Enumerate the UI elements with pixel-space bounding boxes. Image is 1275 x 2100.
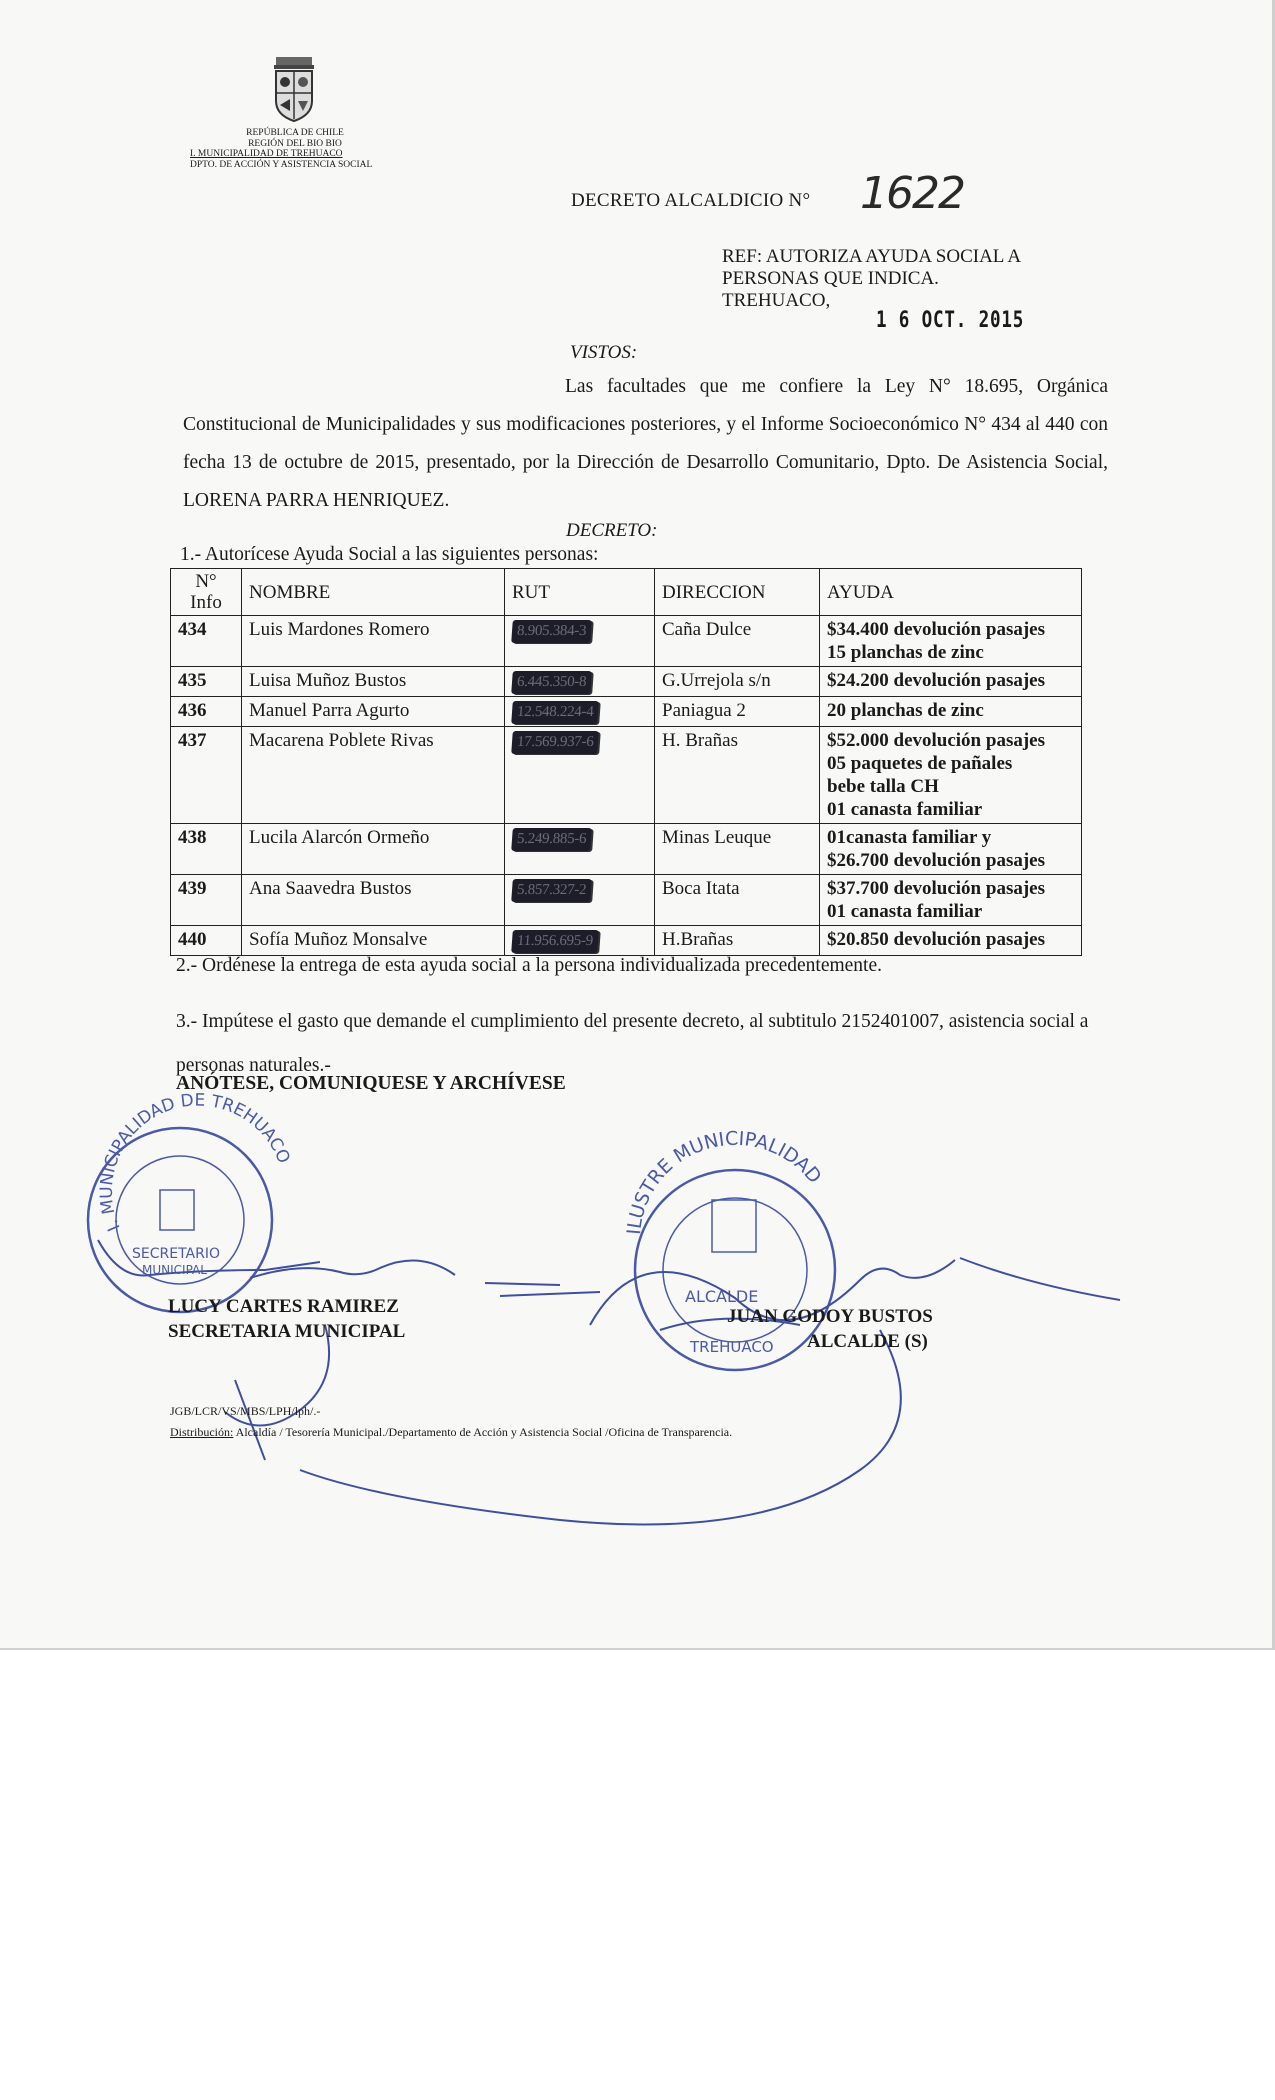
letterhead bbox=[190, 128, 400, 170]
cell-name: Luisa Muñoz Bustos bbox=[242, 667, 505, 697]
closing-statement: ANÓTESE, COMUNIQUESE Y ARCHÍVESE bbox=[176, 1073, 566, 1094]
cell-info-number: 435 bbox=[171, 667, 242, 697]
decree-item-3: 3.- Impútese el gasto que demande el cumplimiento del presente decreto, al subtitulo 2152401007, asistencia social a personas naturales.- bbox=[176, 1011, 1089, 1076]
decree-item-1: 1.- Autorícese Ayuda Social a las siguientes personas: bbox=[180, 544, 599, 565]
seal-right-line-2: TREHUACO bbox=[690, 1338, 774, 1356]
initials-line: JGB/LCR/VS/MBS/LPH/lph/.- bbox=[170, 1404, 321, 1418]
cell-info-number: 437 bbox=[171, 727, 242, 824]
secretary-title: SECRETARIA MUNICIPAL bbox=[168, 1321, 406, 1342]
letterhead-region: REGIÓN DEL BIO BIO bbox=[248, 138, 342, 149]
decree-number-handwritten: 1622 bbox=[860, 168, 964, 219]
decree-item-2: 2.- Ordénese la entrega de esta ayuda social a la persona individualizada precedentemente. bbox=[176, 955, 882, 976]
seal-left-line-1: SECRETARIO bbox=[132, 1246, 220, 1262]
date-stamp: 1 6 OCT. 2015 bbox=[876, 308, 1025, 333]
distribution-label: Distribución: bbox=[170, 1425, 234, 1439]
reference-block bbox=[722, 246, 1142, 312]
letterhead-country: REPÚBLICA DE CHILE bbox=[246, 128, 344, 138]
table-row bbox=[171, 926, 1082, 956]
seal-left-line-2: MUNICIPAL bbox=[142, 1263, 207, 1277]
cell-address: Caña Dulce bbox=[655, 616, 820, 667]
header-aid: AYUDA bbox=[820, 569, 1082, 616]
aid-line: $20.850 devolución pasajes bbox=[827, 929, 1045, 950]
cell-name: Manuel Parra Agurto bbox=[242, 697, 505, 727]
letterhead-department: DPTO. DE ACCIÓN Y ASISTENCIA SOCIAL bbox=[190, 159, 373, 170]
table-row bbox=[171, 875, 1082, 926]
header-name: NOMBRE bbox=[242, 569, 505, 616]
coat-of-arms-icon bbox=[270, 55, 318, 125]
redacted-rut: 6.445.350-8 bbox=[511, 671, 592, 694]
cell-info-number: 436 bbox=[171, 697, 242, 727]
mayor-name: JUAN GODOY BUSTOS bbox=[727, 1306, 933, 1327]
cell-info-number: 439 bbox=[171, 875, 242, 926]
cell-address: H. Brañas bbox=[655, 727, 820, 824]
aid-line: $24.200 devolución pasajes bbox=[827, 670, 1045, 691]
cell-rut bbox=[505, 667, 655, 697]
scan-bottom-edge bbox=[0, 1648, 1275, 1650]
cell-name: Lucila Alarcón Ormeño bbox=[242, 824, 505, 875]
mayor-title: ALCALDE (S) bbox=[807, 1331, 928, 1352]
cell-rut bbox=[505, 824, 655, 875]
redacted-rut: 5.857.327-2 bbox=[511, 879, 592, 902]
decreto-heading: DECRETO: bbox=[566, 520, 658, 541]
redacted-rut: 11.956.695-9 bbox=[511, 930, 598, 953]
reference-line-2: PERSONAS QUE INDICA. bbox=[722, 268, 939, 289]
cell-aid bbox=[820, 697, 1082, 727]
cell-rut bbox=[505, 926, 655, 956]
distribution-text: Alcaldía / Tesorería Municipal./Departamento de Acción y Asistencia Social /Oficina de Transparencia. bbox=[233, 1425, 733, 1439]
seal-left-ring: I. MUNICIPALIDAD DE TREHUACO bbox=[96, 1090, 294, 1235]
table-row bbox=[171, 727, 1082, 824]
secretary-name: LUCY CARTES RAMIREZ bbox=[168, 1296, 399, 1317]
table-row bbox=[171, 824, 1082, 875]
cell-rut bbox=[505, 875, 655, 926]
table-row bbox=[171, 697, 1082, 727]
vistos-heading: VISTOS: bbox=[570, 342, 638, 363]
redacted-rut: 8.905.384-3 bbox=[511, 620, 592, 643]
table-header-row bbox=[171, 569, 1082, 616]
aid-line: $34.400 devolución pasajes bbox=[827, 619, 1045, 640]
aid-line: 20 planchas de zinc bbox=[827, 700, 984, 721]
cell-info-number: 434 bbox=[171, 616, 242, 667]
cell-name: Macarena Poblete Rivas bbox=[242, 727, 505, 824]
cell-name: Sofía Muñoz Monsalve bbox=[242, 926, 505, 956]
cell-rut bbox=[505, 697, 655, 727]
cell-name: Luis Mardones Romero bbox=[242, 616, 505, 667]
cell-rut bbox=[505, 727, 655, 824]
reference-line-1: REF: AUTORIZA AYUDA SOCIAL A bbox=[722, 246, 1022, 267]
aid-line: $26.700 devolución pasajes bbox=[827, 850, 1045, 871]
cell-aid bbox=[820, 616, 1082, 667]
letterhead-municipality: I. MUNICIPALIDAD DE TREHUACO bbox=[190, 149, 343, 159]
aid-line: $52.000 devolución pasajes bbox=[827, 730, 1045, 751]
cell-aid bbox=[820, 875, 1082, 926]
cell-aid bbox=[820, 667, 1082, 697]
aid-line: 01canasta familiar y bbox=[827, 827, 992, 848]
cell-aid bbox=[820, 824, 1082, 875]
cell-info-number: 438 bbox=[171, 824, 242, 875]
header-rut: RUT bbox=[505, 569, 655, 616]
reference-place: TREHUACO, bbox=[722, 290, 831, 311]
seal-right-line-1: ALCALDE bbox=[685, 1287, 759, 1306]
cell-address: Boca Itata bbox=[655, 875, 820, 926]
cell-address: G.Urrejola s/n bbox=[655, 667, 820, 697]
cell-name: Ana Saavedra Bustos bbox=[242, 875, 505, 926]
cell-aid bbox=[820, 727, 1082, 824]
vistos-text: Las facultades que me confiere la Ley N° 18.695, Orgánica Constitucional de Municipalidades y sus modificaciones posteriores, y el Informe Socioeconómico N° 434 al 440 con fecha 13 de octubre de 2015, presentado, por la Dirección de Desarrollo Comunitario, Dpto. De Asistencia Social, LORENA PARRA HENRIQUEZ. bbox=[183, 376, 1108, 511]
seal-right-ring: ILUSTRE MUNICIPALIDAD bbox=[623, 1127, 826, 1236]
secretary-signature-block bbox=[168, 1294, 405, 1344]
cell-address: H.Brañas bbox=[655, 926, 820, 956]
aid-line: $37.700 devolución pasajes bbox=[827, 878, 1045, 899]
cell-rut bbox=[505, 616, 655, 667]
aid-line: bebe talla CH bbox=[827, 776, 939, 797]
aid-table bbox=[170, 568, 1082, 956]
cell-info-number: 440 bbox=[171, 926, 242, 956]
mayor-signature-block bbox=[727, 1304, 933, 1354]
header-address: DIRECCION bbox=[655, 569, 820, 616]
aid-line: 01 canasta familiar bbox=[827, 901, 983, 922]
redacted-rut: 17.569.937-6 bbox=[511, 731, 599, 754]
header-info-number: N° Info bbox=[171, 569, 242, 616]
cell-aid bbox=[820, 926, 1082, 956]
aid-line: 15 planchas de zinc bbox=[827, 642, 984, 663]
decree-title: DECRETO ALCALDICIO N° bbox=[571, 190, 811, 211]
distribution-line bbox=[170, 1425, 732, 1440]
cell-address: Paniagua 2 bbox=[655, 697, 820, 727]
cell-address: Minas Leuque bbox=[655, 824, 820, 875]
aid-line: 05 paquetes de pañales bbox=[827, 753, 1013, 774]
vistos-paragraph bbox=[183, 368, 1108, 520]
redacted-rut: 5.249.885-6 bbox=[511, 828, 592, 851]
table-row bbox=[171, 616, 1082, 667]
aid-line: 01 canasta familiar bbox=[827, 799, 983, 820]
table-row bbox=[171, 667, 1082, 697]
redacted-rut: 12.548.224-4 bbox=[511, 701, 599, 724]
